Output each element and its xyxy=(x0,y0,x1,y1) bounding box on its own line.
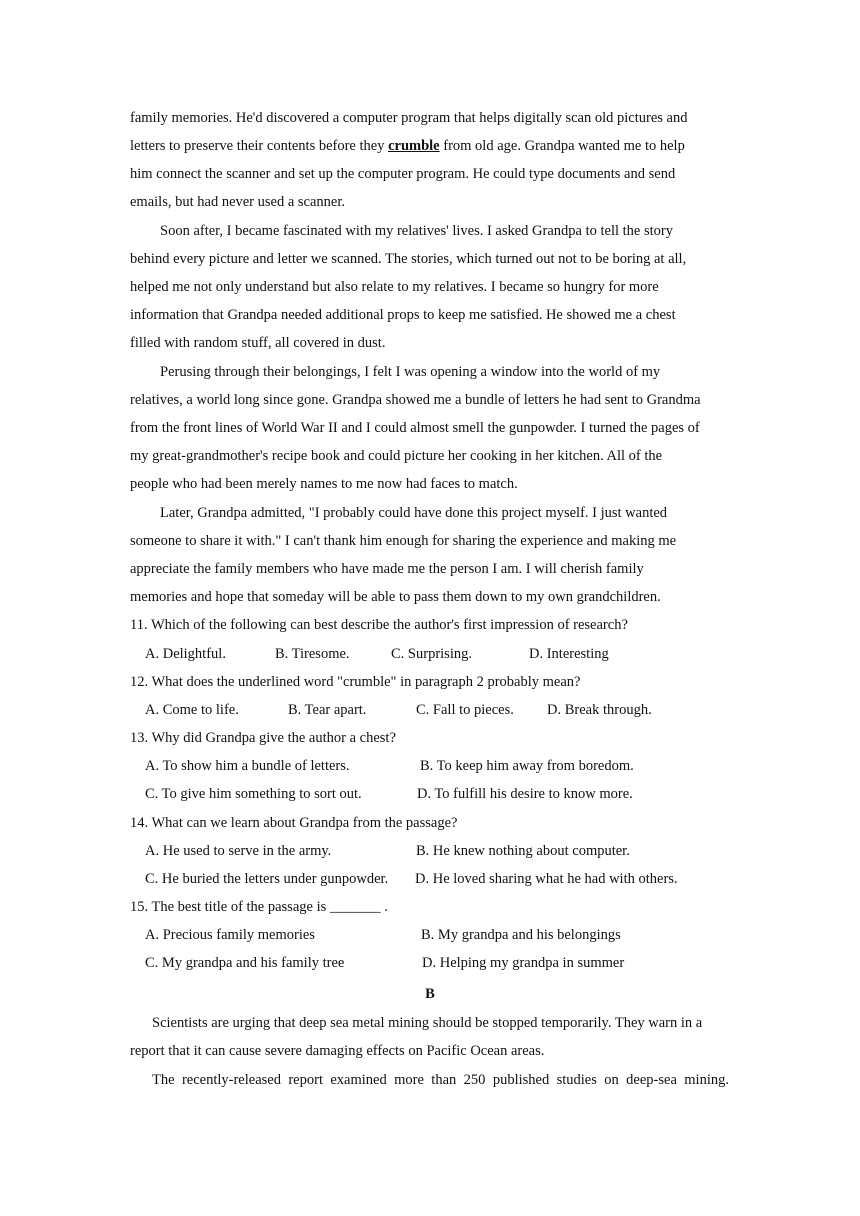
passage-a-p3-line-4: my great-grandmother's recipe book and could picture her cooking in her kitchen. All of the xyxy=(130,448,663,464)
passage-a-p3-line-1: Perusing through their belongings, I felt I was opening a window into the world of my xyxy=(160,364,661,380)
passage-a-p2-line-1: Soon after, I became fascinated with my relatives' lives. I asked Grandpa to tell the story xyxy=(160,223,673,239)
passage-a-p3-line-3: from the front lines of World War II and I could almost smell the gunpowder. I turned the pages of xyxy=(130,420,700,436)
question-14-option-c: C. He buried the letters under gunpowder. xyxy=(145,871,389,887)
question-15-stem: 15. The best title of the passage is _______ . xyxy=(130,899,388,915)
question-12-stem: 12. What does the underlined word "crumble" in paragraph 2 probably mean? xyxy=(130,674,581,690)
passage-a-p3-line-2: relatives, a world long since gone. Grandpa showed me a bundle of letters he had sent to Grandma xyxy=(130,392,701,408)
question-11-option-a: A. Delightful. xyxy=(145,646,226,662)
passage-a-p1-line-1: family memories. He'd discovered a computer program that helps digitally scan old pictures and xyxy=(130,110,688,126)
question-15-option-c: C. My grandpa and his family tree xyxy=(145,955,345,971)
passage-b-line-2: report that it can cause severe damaging effects on Pacific Ocean areas. xyxy=(130,1043,545,1059)
question-12-option-a: A. Come to life. xyxy=(145,702,239,718)
passage-a-p1-line-2 xyxy=(130,136,685,156)
passage-a-p1-line-3: him connect the scanner and set up the computer program. He could type documents and send xyxy=(130,166,676,182)
passage-a-p2-line-3: helped me not only understand but also relate to my relatives. I became so hungry for more xyxy=(130,279,659,295)
question-11-option-c: C. Surprising. xyxy=(391,646,472,662)
question-12-option-d: D. Break through. xyxy=(547,702,652,718)
question-13-option-a: A. To show him a bundle of letters. xyxy=(145,758,350,774)
question-13-option-b: B. To keep him away from boredom. xyxy=(420,758,634,774)
text-run: letters to preserve their contents before they xyxy=(130,138,389,154)
question-13-option-c: C. To give him something to sort out. xyxy=(145,786,362,802)
question-14-option-b: B. He knew nothing about computer. xyxy=(416,843,630,859)
question-13-stem: 13. Why did Grandpa give the author a chest? xyxy=(130,730,396,746)
underlined-word-crumble: crumble xyxy=(388,138,440,154)
passage-a-p2-line-4: information that Grandpa needed additional props to keep me satisfied. He showed me a chest xyxy=(130,307,676,323)
question-12-option-b: B. Tear apart. xyxy=(288,702,367,718)
passage-b-line-3: The recently-released report examined more than 250 published studies on deep-sea mining. xyxy=(152,1072,729,1088)
question-11-stem: 11. Which of the following can best describe the author's first impression of research? xyxy=(130,617,628,633)
passage-a-p4-line-3: appreciate the family members who have made me the person I am. I will cherish family xyxy=(130,561,644,577)
passage-a-p1-line-4: emails, but had never used a scanner. xyxy=(130,194,346,210)
question-15-option-b: B. My grandpa and his belongings xyxy=(421,927,621,943)
question-14-option-a: A. He used to serve in the army. xyxy=(145,843,332,859)
question-15-option-d: D. Helping my grandpa in summer xyxy=(422,955,625,971)
passage-b-heading: B xyxy=(425,986,435,1002)
question-14-option-d: D. He loved sharing what he had with others. xyxy=(415,871,678,887)
passage-a-p2-line-5: filled with random stuff, all covered in dust. xyxy=(130,335,386,351)
passage-a-p4-line-4: memories and hope that someday will be able to pass them down to my own grandchildren. xyxy=(130,589,661,605)
question-15-option-a: A. Precious family memories xyxy=(145,927,315,943)
passage-b-line-1: Scientists are urging that deep sea metal mining should be stopped temporarily. They warn in a xyxy=(152,1015,703,1031)
question-11-option-d: D. Interesting xyxy=(529,646,609,662)
passage-a-p2-line-2: behind every picture and letter we scanned. The stories, which turned out not to be boring at all, xyxy=(130,251,687,267)
question-12-option-c: C. Fall to pieces. xyxy=(416,702,514,718)
question-14-stem: 14. What can we learn about Grandpa from the passage? xyxy=(130,815,458,831)
passage-a-p4-line-1: Later, Grandpa admitted, "I probably could have done this project myself. I just wanted xyxy=(160,505,668,521)
question-13-option-d: D. To fulfill his desire to know more. xyxy=(417,786,633,802)
question-11-option-b: B. Tiresome. xyxy=(275,646,350,662)
passage-a-p4-line-2: someone to share it with." I can't thank him enough for sharing the experience and making me xyxy=(130,533,677,549)
text-run: from old age. Grandpa wanted me to help xyxy=(439,138,685,154)
passage-a-p3-line-5: people who had been merely names to me now had faces to match. xyxy=(130,476,518,492)
